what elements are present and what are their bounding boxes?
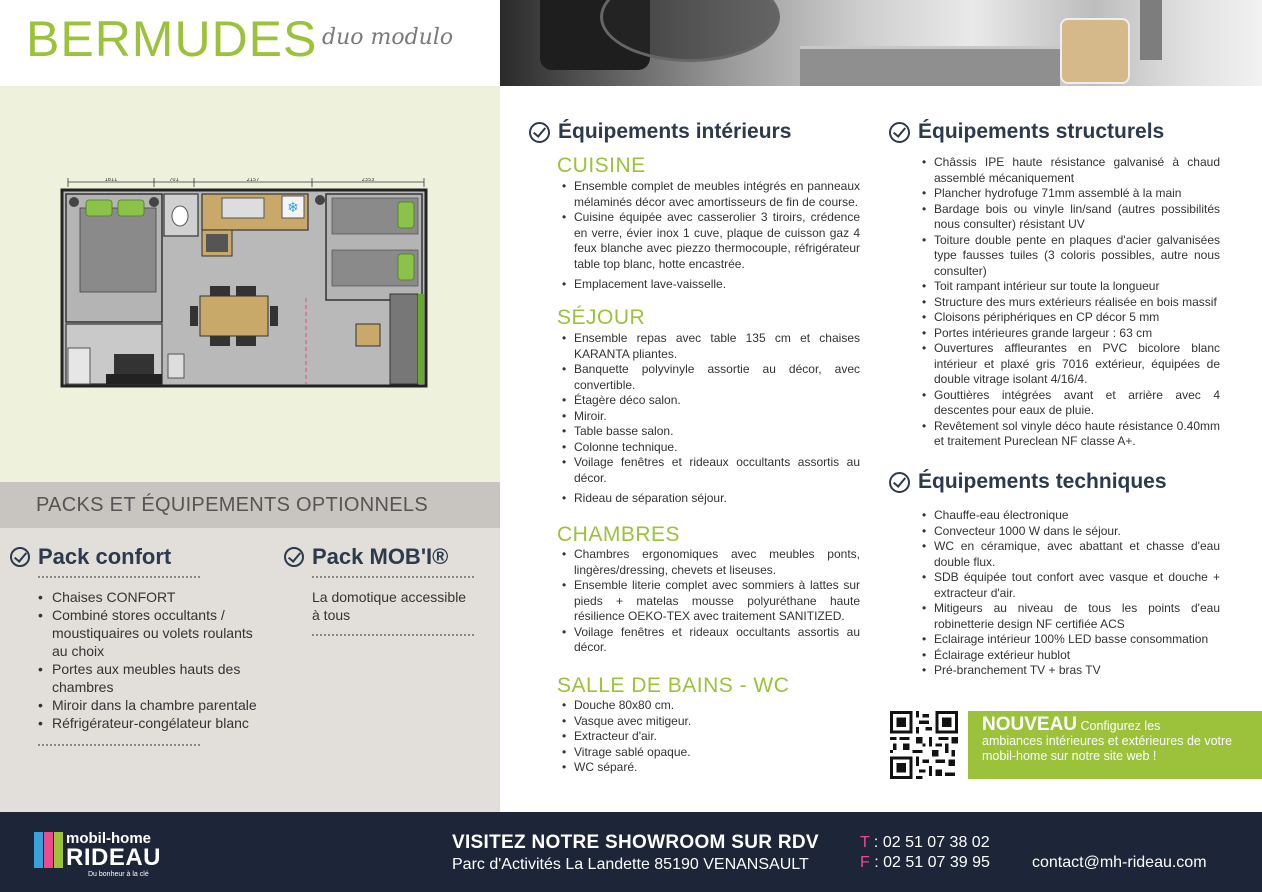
list-item: • Châssis IPE haute résistance galvanisé à chaud assemblé mécaniquement: [920, 155, 1220, 186]
list-item: • Voilage fenêtres et rideaux occultants assortis au décor.: [560, 625, 860, 656]
pack-confort: [10, 544, 260, 746]
pack-mobi: [284, 544, 474, 636]
photo-sink: [800, 46, 1060, 86]
model-subtitle: duo modulo: [322, 25, 454, 50]
technical-list: [920, 508, 1220, 679]
list-item: • Gouttières intégrées avant et arrière avec 4 descentes pour eaux de pluie.: [920, 388, 1220, 419]
dim-3: 2157: [246, 178, 260, 183]
list-item: • Chaises CONFORT: [38, 588, 260, 606]
list-item: • Eclairage intérieur 100% LED basse consommation: [920, 632, 1220, 648]
list-item: • WC séparé.: [560, 760, 860, 776]
kitchen-photo: [500, 0, 1262, 86]
phone-line[interactable]: [860, 834, 990, 852]
structural-list: [920, 155, 1220, 450]
check-circle-icon: [889, 472, 910, 493]
logo-top: mobil-home: [66, 830, 151, 847]
list-item: • Bardage bois ou vinyle lin/sand (autres possibilités nous consulter) résistant UV: [920, 202, 1220, 233]
list-item: • Douche 80x80 cm.: [560, 698, 860, 714]
structural-header: [889, 120, 1164, 144]
list-item: • WC en céramique, avec abattant et chasse d'eau double flux.: [920, 539, 1220, 570]
showroom-address: Parc d'Activités La Landette 85190 VENANSAULT: [452, 856, 809, 873]
dim-2: 701: [169, 178, 179, 183]
pack-confort-title: Pack confort: [38, 544, 172, 569]
phone-number: : 02 51 07 38 02: [869, 834, 990, 851]
sdb-list: [560, 698, 860, 776]
fax-key: F: [860, 854, 870, 871]
options-title: PACKS ET ÉQUIPEMENTS OPTIONNELS: [36, 494, 428, 516]
check-circle-icon: [10, 547, 30, 567]
list-item: • Toiture double pente en plaques d'acier galvanisées type fausses tuiles (3 coloris possibles, autre nous consulter): [920, 233, 1220, 280]
list-item: • Emplacement lave-vaisselle.: [560, 277, 860, 293]
model-title: BERMUDES: [26, 11, 318, 67]
list-item: • Convecteur 1000 W dans le séjour.: [920, 524, 1220, 540]
nouveau-text-2: ambiances intérieures et extérieures de votre mobil-home sur notre site web !: [982, 734, 1233, 763]
list-item: • SDB équipée tout confort avec vasque et douche + extracteur d'air.: [920, 570, 1220, 601]
check-circle-icon: [284, 547, 304, 567]
list-item: • Réfrigérateur-congélateur blanc: [38, 714, 260, 732]
pack-mobi-text: La domotique accessible à tous: [312, 589, 467, 623]
list-item: • Cuisine équipée avec casserolier 3 tiroirs, crédence en verre, évier inox 1 cuve, plaque de cuisson gaz 4 feux blanche avec piezzo thermocouple, réfrigérateur table top blanc, hotte encastrée.: [560, 210, 860, 272]
fax-line: [860, 854, 990, 872]
pack-mobi-header: [284, 544, 474, 570]
dim-1: 1811: [104, 178, 118, 183]
list-item: • Banquette polyvinyle assortie au décor, avec convertible.: [560, 362, 860, 393]
list-item: • Chauffe-eau électronique: [920, 508, 1220, 524]
cuisine-title: CUISINE: [557, 154, 646, 177]
dim-4: 2353: [361, 178, 375, 183]
list-item: • Combiné stores occultants / moustiquaires ou volets roulants au choix: [38, 606, 260, 660]
showroom-heading: VISITEZ NOTRE SHOWROOM SUR RDV: [452, 832, 819, 853]
logo-tagline: Du bonheur à la clé: [88, 871, 149, 878]
list-item: • Éclairage extérieur hublot: [920, 648, 1220, 664]
technical-title: Équipements techniques: [918, 470, 1167, 493]
sejour-list: [560, 331, 860, 507]
photo-jar: [1060, 18, 1130, 84]
list-item: • Plancher hydrofuge 71mm assemblé à la main: [920, 186, 1220, 202]
pack-mobi-title: Pack MOB'I®: [312, 544, 449, 569]
sdb-title: SALLE DE BAINS - WC: [557, 674, 790, 697]
chambres-title: CHAMBRES: [557, 523, 681, 546]
check-circle-icon: [529, 122, 550, 143]
list-item: • Ensemble repas avec table 135 cm et chaises KARANTA pliantes.: [560, 331, 860, 362]
list-item: • Miroir.: [560, 409, 860, 425]
interior-title: Équipements intérieurs: [558, 120, 792, 143]
dotted-divider: [38, 576, 200, 578]
dotted-divider: [312, 576, 474, 578]
nouveau-banner[interactable]: [968, 711, 1262, 779]
list-item: • Miroir dans la chambre parentale: [38, 696, 260, 714]
svg-text:❄: ❄: [287, 199, 299, 215]
list-item: • Ensemble literie complet avec sommiers à lattes sur pieds + matelas mousse polyuréthane haute résilience OEKO-TEX avec traitement SANITIZED.: [560, 578, 860, 625]
logo-icon: [34, 832, 64, 868]
list-item: • Revêtement sol vinyle déco haute résistance 0.40mm et traitement Pureclean NF classe A+.: [920, 419, 1220, 450]
list-item: • Ensemble complet de meubles intégrés en panneaux mélaminés décor avec amortisseurs de fin de course.: [560, 179, 860, 210]
list-item: • Ouvertures affleurantes en PVC bicolore blanc intérieur et plaxé gris 7016 extérieur, équipées de double vitrage isolant 4/16/4.: [920, 341, 1220, 388]
list-item: • Portes intérieures grande largeur : 63 cm: [920, 326, 1220, 342]
list-item: • Étagère déco salon.: [560, 393, 860, 409]
floor-plan-panel: [0, 86, 500, 482]
photo-bottle: [1140, 0, 1162, 60]
check-circle-icon: [889, 122, 910, 143]
floor-plan: [56, 178, 428, 390]
list-item: • Cloisons périphériques en CP décor 5 mm: [920, 310, 1220, 326]
list-item: • Extracteur d'air.: [560, 729, 860, 745]
fax-number: : 02 51 07 39 95: [869, 854, 990, 871]
cuisine-list: [560, 179, 860, 293]
list-item: • Pré-branchement TV + bras TV: [920, 663, 1220, 679]
logo-main: RIDEAU: [66, 844, 162, 871]
nouveau-label: NOUVEAU: [982, 714, 1078, 735]
list-item: • Rideau de séparation séjour.: [560, 491, 860, 507]
sejour-title: SÉJOUR: [557, 306, 646, 329]
structural-title: Équipements structurels: [918, 120, 1165, 143]
header: [0, 0, 500, 86]
dotted-divider: [38, 744, 200, 746]
technical-header: [889, 470, 1167, 494]
list-item: • Colonne technique.: [560, 440, 860, 456]
list-item: • Chambres ergonomiques avec meubles ponts, lingères/dressing, chevets et liseuses.: [560, 547, 860, 578]
chambres-list: [560, 547, 860, 656]
list-item: • Vasque avec mitigeur.: [560, 714, 860, 730]
options-band: [0, 482, 500, 528]
list-item: • Toit rampant intérieur sur toute la longueur: [920, 279, 1220, 295]
qr-code[interactable]: [890, 711, 958, 779]
list-item: • Vitrage sablé opaque.: [560, 745, 860, 761]
footer: [0, 812, 1262, 892]
list-item: • Structure des murs extérieurs réalisée en bois massif: [920, 295, 1220, 311]
dotted-divider: [312, 634, 474, 636]
list-item: • Voilage fenêtres et rideaux occultants assortis au décor.: [560, 455, 860, 486]
pack-confort-header: [10, 544, 260, 570]
list-item: • Table basse salon.: [560, 424, 860, 440]
email-link[interactable]: contact@mh-rideau.com: [1032, 854, 1207, 871]
list-item: • Portes aux meubles hauts des chambres: [38, 660, 260, 696]
pack-confort-list: [38, 588, 260, 732]
nouveau-text-1: Configurez les: [1080, 719, 1161, 733]
list-item: • Mitigeurs au niveau de tous les points d'eau robinetterie design NF certifiée ACS: [920, 601, 1220, 632]
phone-key: T: [860, 834, 870, 851]
interior-header: [529, 120, 791, 144]
